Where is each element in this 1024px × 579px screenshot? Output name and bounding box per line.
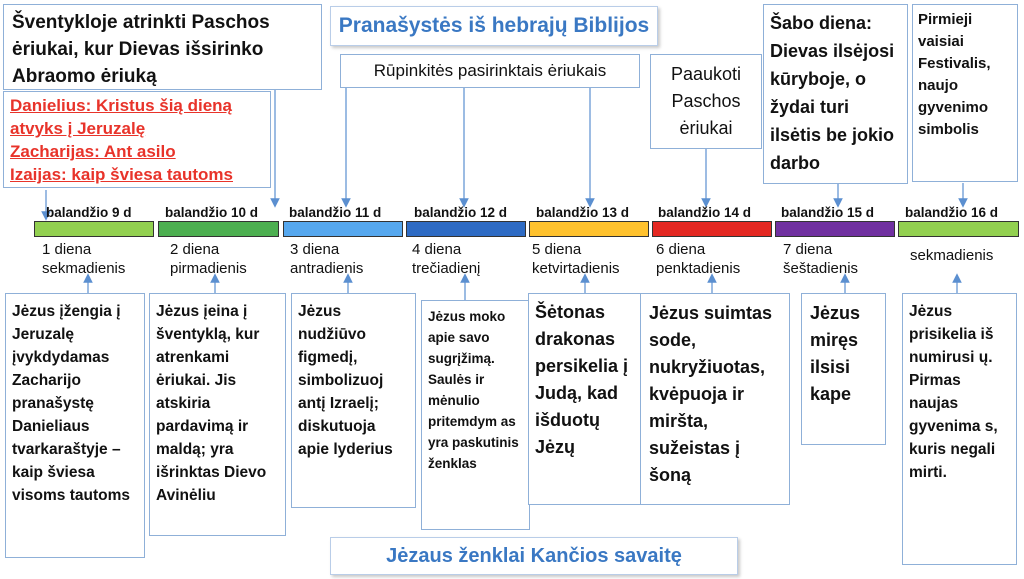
footer-title: Jėzaus ženklai Kančios savaitę xyxy=(330,537,738,575)
prophecy-daniel: Danielius: Kristus šią dieną atvyks į Jeruzalę xyxy=(10,96,233,138)
sacrifice-callout xyxy=(650,54,762,149)
date-day2: balandžio 10 d xyxy=(165,205,259,220)
lamb-selection-callout xyxy=(3,4,322,90)
event-box-day4: Jėzus moko apie savo sugrįžimą. Saulės ir mėnulio pritemdym as yra paskutinis ženklas xyxy=(421,300,530,530)
lamb-selection-text: Šventykloje atrinkti Paschos ėriukai, kur Dievas išsirinko Abraomo ėriuką xyxy=(12,12,270,87)
sabbath-text: Šabo diena: Dievas ilsėjosi kūryboje, o žydai turi ilsėtis be jokio darbo xyxy=(770,13,895,173)
day-bar-6 xyxy=(652,221,772,237)
event-box-day3: Jėzus nudžiūvo figmedį, simbolizuoj antį Izraelį; diskutuoja apie lyderius xyxy=(291,293,416,508)
date-day1: balandžio 9 d xyxy=(46,205,132,220)
day-label-6: 6 diena penktadienis xyxy=(656,241,741,277)
day-bar-8 xyxy=(898,221,1019,237)
event-box-day7: Jėzus miręs ilsisi kape xyxy=(801,293,886,445)
firstfruits-text: Pirmieji vaisiai Festivalis, naujo gyvenimo simbolis xyxy=(918,11,991,138)
chosen-lambs-callout xyxy=(340,54,640,88)
day-label-3: 3 diena antradienis xyxy=(290,241,364,277)
day-label-5: 5 diena ketvirtadienis xyxy=(532,241,620,277)
event-box-day1: Jėzus įžengia į Jeruzalę įvykdydamas Zacharijo pranašystę Danieliaus tvarkaraštyje – kaip šviesa visoms tautoms xyxy=(5,293,145,558)
day-label-2: 2 diena pirmadienis xyxy=(170,241,247,277)
event-box-day8: Jėzus prisikelia iš numirusi ų. Pirmas naujas gyvenima s, kuris negali mirti. xyxy=(902,293,1017,565)
page-title: Pranašystės iš hebrajų Biblijos xyxy=(330,6,658,46)
day-label-4: 4 diena trečiadienį xyxy=(412,241,481,277)
date-day8: balandžio 16 d xyxy=(905,205,999,220)
day-bar-7 xyxy=(775,221,895,237)
date-day3: balandžio 11 d xyxy=(289,205,382,220)
day-bar-5 xyxy=(529,221,649,237)
prophecy-zechariah: Zacharijas: Ant asilo xyxy=(10,142,176,161)
sabbath-callout xyxy=(763,4,908,184)
firstfruits-callout xyxy=(912,4,1018,182)
date-day6: balandžio 14 d xyxy=(658,205,752,220)
day-bar-1 xyxy=(34,221,154,237)
event-box-day5: Šėtonas drakonas persikelia į Judą, kad išduotų Jėzų xyxy=(528,293,641,505)
prophecies-callout xyxy=(3,91,271,188)
day-bar-3 xyxy=(283,221,403,237)
day-label-1: 1 diena sekmadienis xyxy=(42,241,126,277)
date-day5: balandžio 13 d xyxy=(536,205,630,220)
day-bar-2 xyxy=(158,221,279,237)
date-day4: balandžio 12 d xyxy=(414,205,508,220)
day-bar-4 xyxy=(406,221,526,237)
date-day7: balandžio 15 d xyxy=(781,205,875,220)
prophecy-isaiah: Izaijas: kaip šviesa tautoms xyxy=(10,165,233,184)
chosen-lambs-text: Rūpinkitės pasirinktais ėriukais xyxy=(373,61,607,80)
day-label-7: 7 diena šeštadienis xyxy=(783,241,859,277)
day-label-8: sekmadienis xyxy=(910,247,994,264)
event-box-day6: Jėzus suimtas sode, nukryžiuotas, kvėpuoja ir miršta, sužeistas į šoną xyxy=(640,293,790,505)
sacrifice-text: Paaukoti Paschos ėriukai xyxy=(670,64,742,138)
event-box-day2: Jėzus įeina į šventyklą, kur atrenkami ėriukai. Jis atskiria pardavimą ir maldą; yra išrinktas Dievo Avinėliu xyxy=(149,293,286,536)
